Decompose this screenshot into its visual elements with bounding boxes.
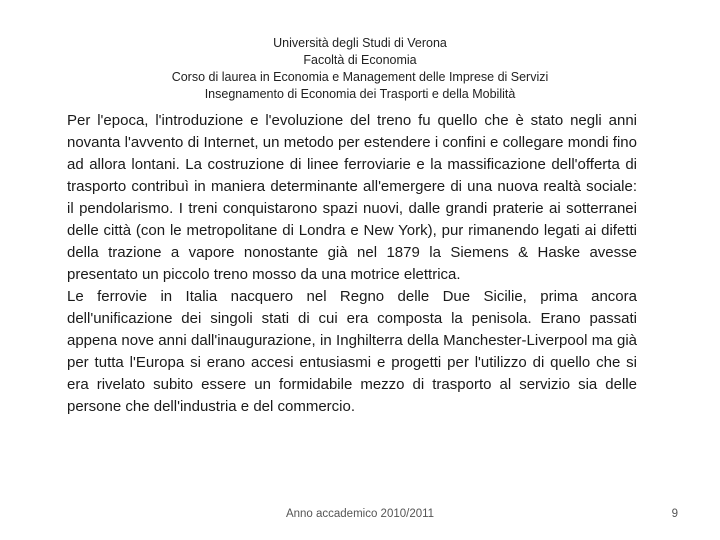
subject-name: Insegnamento di Economia dei Trasporti e della Mobilità	[204, 87, 516, 101]
slide-body	[67, 110, 637, 418]
paragraph-trains-evolution: Per l'epoca, l'introduzione e l'evoluzione del treno fu quello che è stato negli anni novanta l'avvento di Internet, un metodo per estendere i confini e collegare mondi fino ad allora lontani. La costruzione di linee ferroviarie e la massificazione dell'offerta di trasporto contribuì in maniera determinante all'emergere di una nuova realtà sociale: il pendolarismo. I treni conquistarono spazi nuovi, dalle grandi praterie ai sotterranei delle città (con le metropolitane di Londra e New York), pur rimanendo legati ai difetti della trazione a vapore nonostante già nel 1879 la Siemens & Haske avesse presentato un piccolo treno mosso da una motrice elettrica.	[67, 112, 637, 283]
course-name: Corso di laurea in Economia e Management delle Imprese di Servizi	[171, 70, 549, 84]
paragraph-italian-railways: Le ferrovie in Italia nacquero nel Regno delle Due Sicilie, prima ancora dell'unificazione dei singoli stati di cui era composta la penisola. Erano passati appena nove anni dall'inaugurazione, in Inghilterra della Manchester-Liverpool ma già per tutta l'Europa si erano accesi entusiasmi e progetti per l'utilizzo di quello che si era rivelato subito essere un formidabile mezzo di trasporto al servizio sia delle persone che dell'industria e del commercio.	[67, 288, 637, 415]
page-number: 9	[671, 508, 678, 520]
slide-header	[0, 35, 720, 103]
university-name: Università degli Studi di Verona	[273, 36, 447, 50]
academic-year: Anno accademico 2010/2011	[285, 508, 435, 520]
faculty-name: Facoltà di Economia	[303, 53, 417, 67]
